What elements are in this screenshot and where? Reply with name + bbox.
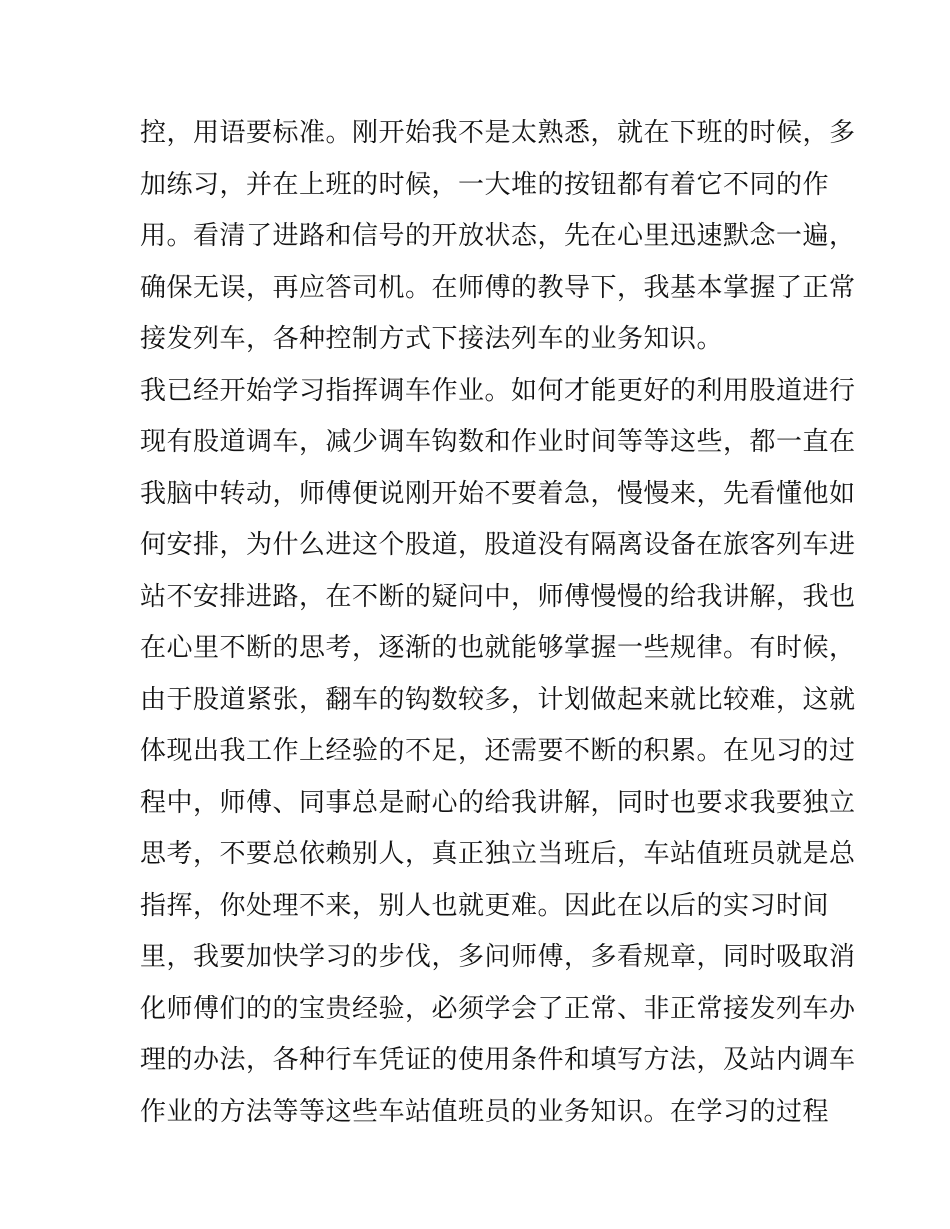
text-line: 指挥，你处理不来，别人也就更难。因此在以后的实习时间 [140,890,830,921]
text-line: 接发列车，各种控制方式下接法列车的业务知识。 [140,324,724,354]
body-text [140,108,856,1138]
text-line: 站不安排进路，在不断的疑问中，师傅慢慢的给我讲解，我也 [140,581,856,612]
text-line: 加练习，并在上班的时候，一大堆的按钮都有着它不同的作 [140,169,830,200]
text-line: 由于股道紧张，翻车的钩数较多，计划做起来就比较难，这就 [140,684,856,715]
text-line: 控，用语要标准。刚开始我不是太熟悉，就在下班的时候，多 [140,118,856,148]
text-line: 理的办法，各种行车凭证的使用条件和填写方法，及站内调车 [140,1045,856,1075]
text-line: 里，我要加快学习的步伐，多问师傅，多看规章，同时吸取消 [140,942,856,972]
text-line: 作业的方法等等这些车站值班员的业务知识。在学习的过程 [140,1096,830,1127]
text-line: 程中，师傅、同事总是耐心的给我讲解，同时也要求我要独立 [140,787,856,818]
text-line: 体现出我工作上经验的不足，还需要不断的积累。在见习的过 [140,736,856,766]
text-line: 我已经开始学习指挥调车作业。如何才能更好的利用股道进行 [140,375,856,406]
text-line: 思考，不要总依赖别人，真正独立当班后，车站值班员就是总 [140,839,856,869]
text-line: 现有股道调车，减少调车钩数和作业时间等等这些，都一直在 [140,427,856,457]
text-line: 确保无误，再应答司机。在师傅的教导下，我基本掌握了正常 [140,272,856,303]
text-line: 何安排，为什么进这个股道，股道没有隔离设备在旅客列车进 [140,530,856,560]
text-line: 在心里不断的思考，逐渐的也就能够掌握一些规律。有时候， [140,633,856,663]
text-line: 化师傅们的的宝贵经验，必须学会了正常、非正常接发列车办 [140,993,856,1024]
text-line: 我脑中转动，师傅便说刚开始不要着急，慢慢来，先看懂他如 [140,478,856,509]
text-line: 用。看清了进路和信号的开放状态，先在心里迅速默念一遍， [140,221,856,251]
